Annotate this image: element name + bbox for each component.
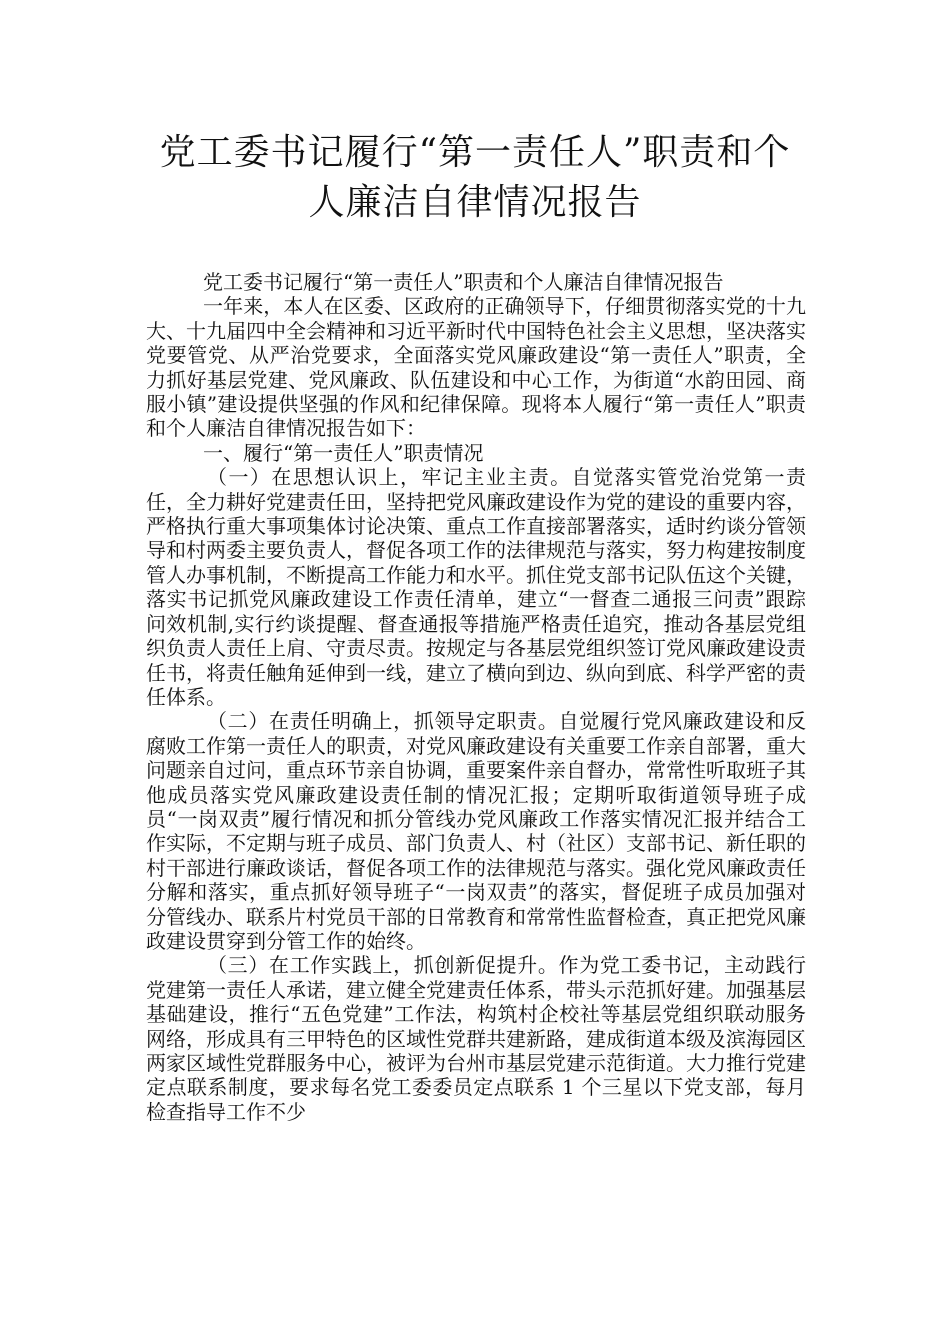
document-title	[120, 128, 830, 228]
subsection-2-paragraph: （二）在责任明确上，抓领导定职责。自觉履行党风廉政建设和反腐败工作第一责任人的职责，对党风廉政建设有关重要工作亲自部署，重大问题亲自过问，重点环节亲自协调，重要案件亲自督办，常常性听取班子其他成员落实党风廉政建设责任制的情况汇报；定期听取街道领导班子成员“一岗双责”履行情况和抓分管线办党风廉政工作落实情况汇报并结合工作实际，不定期与班子成员、部门负责人、村（社区）支部书记、新任职的村干部进行廉政谈话，督促各项工作的法律规范与落实。强化党风廉政责任分解和落实，重点抓好领导班子“一岗双责”的落实，督促班子成员加强对分管线办、联系片村党员干部的日常教育和常常性监督检查，真正把党风廉政建设贯穿到分管工作的始终。	[146, 709, 806, 953]
title-line-1: 党工委书记履行“第一责任人”职责和个	[159, 132, 791, 173]
intro-paragraph: 一年来，本人在区委、区政府的正确领导下，仔细贯彻落实党的十九大、十九届四中全会精神和习近平新时代中国特色社会主义思想，坚决落实党要管党、从严治党要求，全面落实党风廉政建设“第一责任人”职责，全力抓好基层党建、党风廉政、队伍建设和中心工作，为街道“水韵田园、商服小镇”建设提供坚强的作风和纪律保障。现将本人履行“第一责任人”职责和个人廉洁自律情况报告如下：	[146, 294, 806, 441]
report-subtitle-paragraph: 党工委书记履行“第一责任人”职责和个人廉洁自律情况报告	[203, 270, 724, 294]
title-line-2: 人廉洁自律情况报告	[308, 182, 642, 223]
section-heading-1: 一、履行“第一责任人”职责情况	[203, 440, 484, 465]
document-body	[146, 270, 806, 1124]
subsection-3-paragraph: （三）在工作实践上，抓创新促提升。作为党工委书记，主动践行党建第一责任人承诺，建立健全党建责任体系，带头示范抓好建。加强基层基础建设，推行“五色党建”工作法，构筑村企校社等基层党组织联动服务网络，形成具有三甲特色的区域性党群共建新路，建成街道本级及滨海园区两家区域性党群服务中心，被评为台州市基层党建示范街道。大力推行党建定点联系制度，要求每名党工委委员定点联系 1 个三星以下党支部，每月检查指导工作不少	[146, 953, 806, 1124]
subsection-1-paragraph: （一）在思想认识上，牢记主业主责。自觉落实管党治党第一责任，全力耕好党建责任田，坚持把党风廉政建设作为党的建设的重要内容，严格执行重大事项集体讨论决策、重点工作直接部署落实，适时约谈分管领导和村两委主要负责人，督促各项工作的法律规范与落实，努力构建按制度管人办事机制，不断提高工作能力和水平。抓住党支部书记队伍这个关键，落实书记抓党风廉政建设工作责任清单，建立“一督查二通报三问责”跟踪问效机制,实行约谈提醒、督查通报等措施严格责任追究，推动各基层党组织负责人责任上肩、守责尽责。按规定与各基层党组织签订党风廉政建设责任书，将责任触角延伸到一线，建立了横向到边、纵向到底、科学严密的责任体系。	[146, 465, 806, 709]
